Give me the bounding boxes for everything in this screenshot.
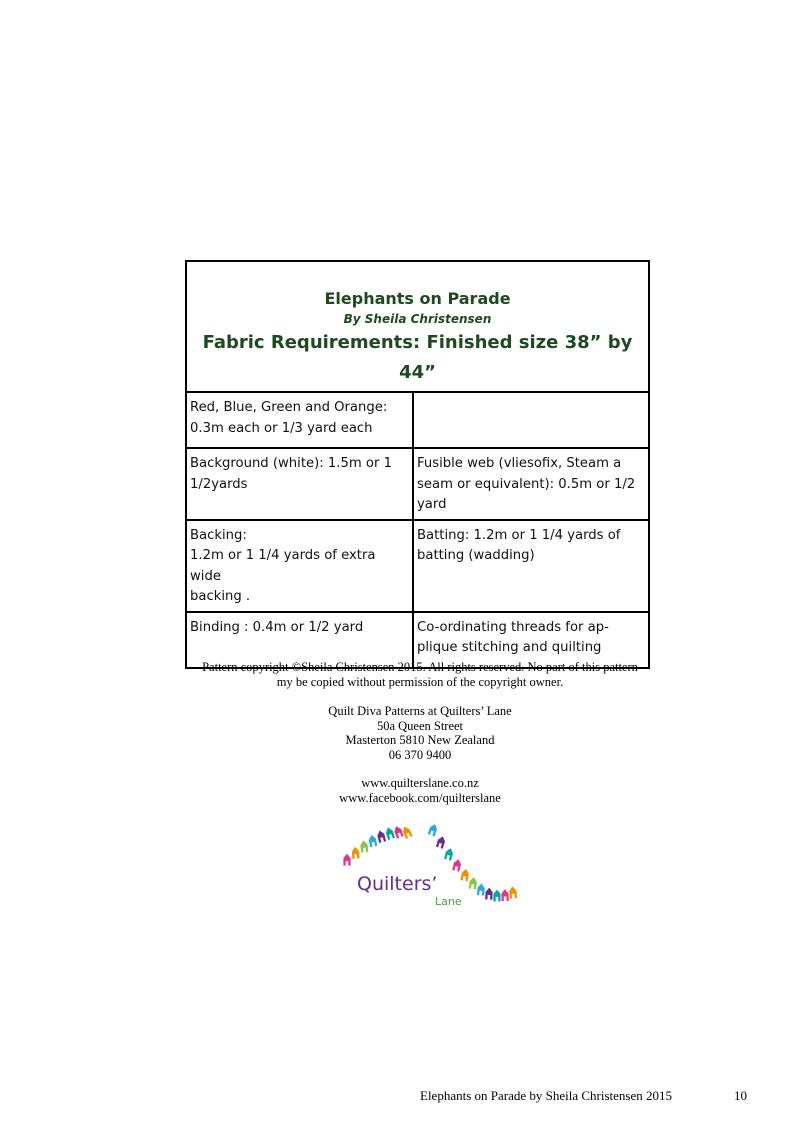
- quilters-lane-logo: [335, 824, 525, 914]
- logo-house-shape: [359, 839, 369, 853]
- web-links: [250, 776, 590, 805]
- logo-house-shape: [376, 829, 387, 844]
- cell-line: Co-ordinating threads for ap-: [417, 619, 609, 635]
- author-line: By Sheila Christensen: [343, 312, 492, 326]
- logo-house-shape: [435, 834, 447, 849]
- cell-line: 0.3m each or 1/3 yard each: [190, 420, 373, 436]
- footer-title: Elephants on Parade by Sheila Christensen 2015: [420, 1088, 673, 1103]
- cell-line: 1/2yards: [190, 476, 248, 492]
- cell-line: plique stitching and quilting: [417, 640, 602, 655]
- facebook-link[interactable]: www.facebook.com/quilterslane: [339, 790, 501, 805]
- logo-house-shape: [367, 833, 377, 847]
- logo-left-house-arc: [343, 824, 413, 866]
- cell-line: batting (wadding): [417, 548, 535, 563]
- logo-house-shape: [444, 846, 455, 861]
- logo-house-shape: [493, 889, 501, 902]
- row-3-right: [413, 520, 649, 612]
- pattern-title: Elephants on Parade: [324, 289, 511, 308]
- row-1-left: [186, 392, 413, 448]
- logo-house-shape: [501, 888, 510, 901]
- logo-house-shape: [476, 882, 485, 896]
- business-address: [250, 704, 590, 762]
- cell-line: Fusible web (vliesofix, Steam a: [417, 456, 622, 471]
- logo-word-lane: Lane: [435, 895, 462, 908]
- row-2-left: [186, 448, 413, 520]
- row-2-right: [413, 448, 649, 520]
- street: 50a Queen Street: [376, 718, 464, 733]
- cell-line: yard: [417, 497, 447, 512]
- row-3-left: [186, 520, 413, 612]
- cell-line: Background (white): 1.5m or 1: [190, 456, 392, 471]
- row-1-right: [413, 392, 649, 448]
- logo-house-shape: [427, 824, 439, 837]
- copyright-line: Pattern copyright ©Sheila Christensen 2015. All rights reserved. No part of this pattern: [202, 660, 638, 674]
- logo-house-shape: [460, 868, 470, 882]
- city: Masterton 5810 New Zealand: [345, 733, 495, 747]
- cell-line: seam or equivalent): 0.5m or 1/2: [417, 476, 636, 492]
- cell-line: Batting: 1.2m or 1 1/4 yards of: [417, 527, 621, 543]
- cell-line: 1.2m or 1 1/4 yards of extra wide: [190, 548, 376, 584]
- cell-line: Red, Blue, Green and Orange:: [190, 400, 388, 415]
- cell-line: Binding : 0.4m or 1/2 yard: [190, 619, 364, 635]
- cell-line: Backing:: [190, 527, 247, 543]
- logo-house-shape: [508, 885, 517, 899]
- requirements-heading: Fabric Requirements: Finished size 38” by 44”: [202, 332, 633, 383]
- copyright-notice: [178, 660, 662, 690]
- phone: 06 370 9400: [388, 747, 452, 762]
- logo-house-shape: [343, 853, 351, 866]
- business-name: Quilt Diva Patterns at Quilters’ Lane: [328, 704, 512, 718]
- logo-house-shape: [351, 846, 360, 859]
- logo-house-shape: [452, 858, 463, 872]
- logo-house-shape: [485, 887, 494, 900]
- logo-word-quilters: Quilters’: [357, 873, 438, 895]
- copyright-line: my be copied without permission of the copyright owner.: [276, 675, 564, 689]
- logo-right-house-arc: [427, 824, 517, 902]
- page-number: 10: [734, 1088, 747, 1103]
- title-cell: [186, 261, 649, 392]
- website-link[interactable]: www.quilterslane.co.nz: [361, 776, 479, 790]
- cell-line: backing .: [190, 589, 251, 604]
- logo-house-shape: [468, 876, 478, 890]
- fabric-requirements-table: [185, 260, 650, 669]
